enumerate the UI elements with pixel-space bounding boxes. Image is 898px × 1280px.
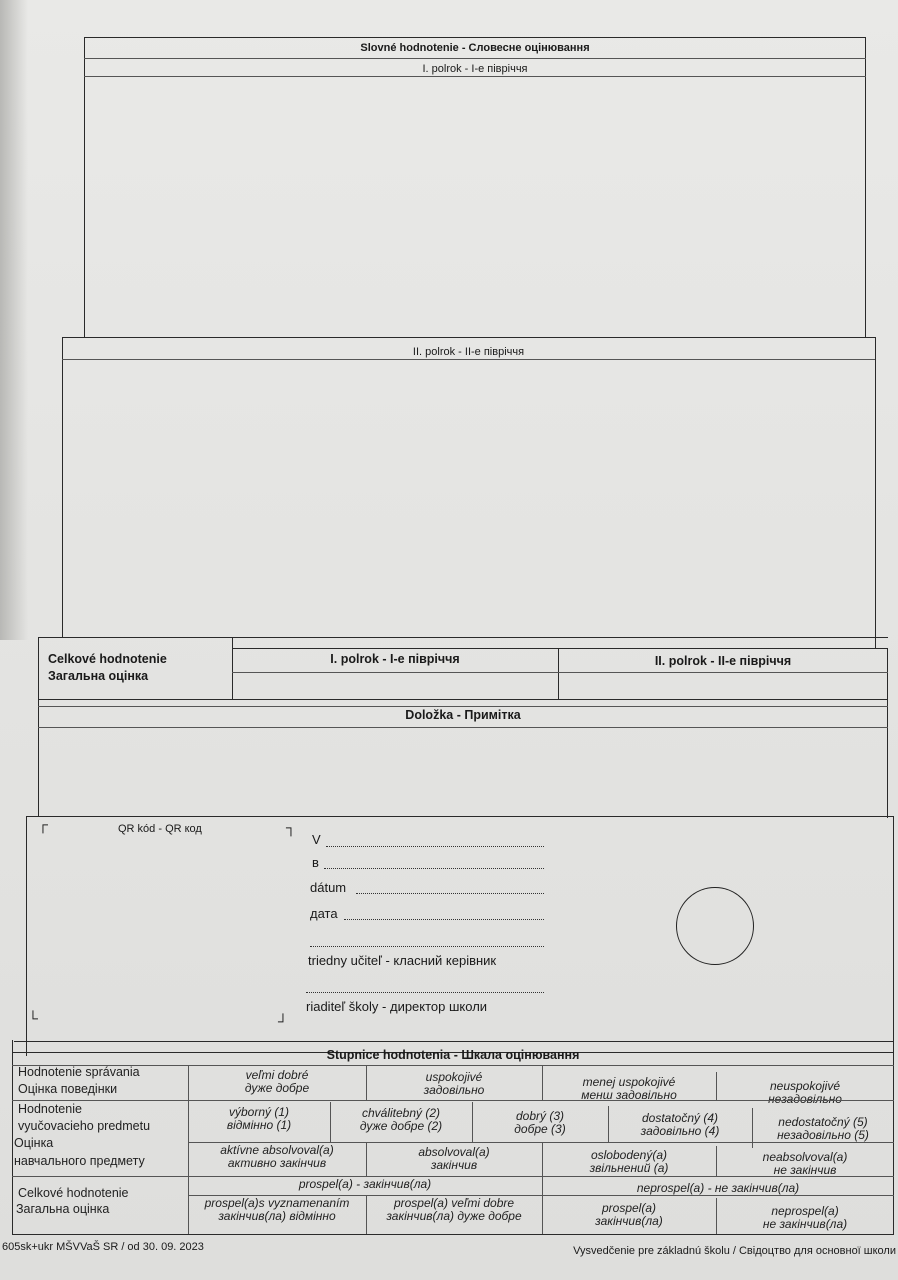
divider (542, 1142, 543, 1176)
divider (716, 1198, 717, 1234)
behavior-grade-4 (718, 1080, 892, 1106)
teacher-signature-line[interactable] (310, 946, 544, 947)
divider (716, 1072, 717, 1100)
place-line-uk[interactable] (324, 868, 544, 869)
divider (38, 727, 888, 728)
divider (542, 1065, 543, 1100)
overall-col2-heading: II. polrok - II-e півріччя (654, 654, 792, 668)
subject-grade-sk: výborný (1) (228, 1105, 290, 1119)
divider (38, 699, 888, 700)
completion-uk: активно закінчив (227, 1156, 327, 1170)
behavior-label-uk: Оцінка поведінки (18, 1082, 118, 1096)
subject-grade-sk: dobrý (3) (515, 1109, 565, 1123)
place-label-sk: V (312, 832, 321, 847)
divider (84, 76, 866, 77)
divider (38, 637, 888, 638)
date-line-uk[interactable] (344, 919, 544, 920)
divider (12, 1100, 894, 1101)
divider (84, 58, 866, 59)
total-grade-1 (188, 1197, 366, 1223)
completion-uk: не закінчив (773, 1163, 837, 1177)
behavior-label-sk: Hodnotenie správania (18, 1065, 140, 1079)
behavior-grade-sk: veľmi dobré (245, 1068, 309, 1082)
total-fail-heading: neprospel(a) - не закінчив(ла) (636, 1181, 800, 1195)
total-grade-sk: neprospel(a) (771, 1204, 839, 1218)
total-grade-sk: prospel(a) veľmi dobre (393, 1196, 515, 1210)
total-grade-sk: prospel(a) (601, 1201, 657, 1215)
frame-top (84, 37, 866, 38)
divider (38, 706, 888, 707)
total-pass-heading: prospel(a) - закінчив(ла) (298, 1177, 432, 1191)
semester2-heading: II. polrok - II-e півріччя (412, 346, 525, 358)
behavior-grade-sk: neuspokojivé (769, 1079, 841, 1093)
behavior-grade-uk: менш задовільно (581, 1088, 677, 1102)
frame-left-upper (84, 37, 85, 337)
subject-grade-1 (190, 1106, 328, 1132)
qr-code-label: QR kód - QR код (118, 823, 202, 835)
subject-grade-uk: незадовільно (5) (777, 1128, 869, 1142)
completion-sk: oslobodený(a) (590, 1148, 668, 1162)
subject-grade-2 (332, 1107, 470, 1133)
divider (366, 1142, 367, 1176)
divider (366, 1195, 367, 1234)
page-edge-shadow (0, 0, 28, 640)
qr-corner-bottom-left: └ (28, 1010, 38, 1026)
note-title: Doložka - Примітка (405, 708, 521, 722)
total-grade-uk: закінчив(ла) дуже добре (386, 1209, 522, 1223)
subject-completion-4 (718, 1151, 892, 1177)
divider (26, 816, 894, 817)
overall-semester1-field[interactable] (234, 674, 556, 697)
completion-uk: закінчив (430, 1158, 478, 1172)
behavior-grade-uk: дуже добре (244, 1081, 310, 1095)
divider (62, 337, 875, 338)
place-line[interactable] (326, 846, 544, 847)
divider (12, 1176, 894, 1177)
subject-grade-4 (610, 1112, 750, 1138)
completion-uk: звільнений (а) (589, 1161, 669, 1175)
completion-sk: aktívne absolvoval(a) (220, 1143, 334, 1157)
total-grade-uk: не закінчив(ла) (762, 1217, 848, 1231)
frame-right-upper (865, 37, 866, 337)
subject-label-uk-1: Оцінка (14, 1136, 54, 1150)
subject-grade-sk: dostatočný (4) (641, 1111, 719, 1125)
frame-left-bottom (26, 816, 27, 1056)
total-label-sk: Celkové hodnotenie (18, 1186, 129, 1200)
subject-label-uk-2: навчального предмету (14, 1154, 145, 1168)
total-grade-2 (368, 1197, 540, 1223)
behavior-grade-3 (544, 1076, 714, 1102)
frame-right-lower (887, 648, 888, 818)
semester1-heading: I. polrok - I-e півріччя (422, 63, 528, 75)
divider (542, 1176, 543, 1234)
date-line[interactable] (356, 893, 544, 894)
divider (472, 1102, 473, 1142)
date-label-sk: dátum (310, 880, 347, 895)
qr-corner-top-right: ┐ (286, 819, 296, 835)
scale-frame-right (893, 1052, 894, 1235)
stamp-circle (676, 887, 754, 965)
overall-col1-heading: I. polrok - I-e півріччя (330, 652, 460, 666)
completion-sk: absolvoval(a) (418, 1145, 490, 1159)
place-label-uk: в (312, 855, 319, 870)
divider (608, 1106, 609, 1142)
subject-grade-sk: chválitebný (2) (361, 1106, 441, 1120)
date-label-uk: дата (310, 906, 338, 921)
frame-left-mid (62, 337, 63, 637)
frame-right-mid (875, 337, 876, 649)
total-grade-sk: prospel(a)s vyznamenaním (204, 1196, 350, 1210)
note-text-area[interactable] (40, 730, 886, 814)
overall-label-uk: Загальна оцінка (48, 669, 149, 683)
divider (232, 637, 233, 699)
divider (14, 1041, 894, 1042)
semester1-text-area[interactable] (86, 78, 864, 334)
frame-right-bottom (893, 816, 894, 1056)
subject-grade-uk: задовільно (4) (640, 1124, 720, 1138)
subject-label-sk-1: Hodnotenie (18, 1102, 82, 1116)
total-grade-uk: закінчив(ла) відмінно (218, 1209, 336, 1223)
total-grade-4 (718, 1205, 892, 1231)
subject-completion-2 (368, 1146, 540, 1172)
total-grade-uk: закінчив(ла) (595, 1214, 663, 1228)
divider (330, 1102, 331, 1142)
subject-completion-3 (544, 1149, 714, 1175)
scale-title: Stupnice hodnotenia - Шкала оцінювання (326, 1048, 580, 1062)
completion-sk: neabsolvoval(a) (762, 1150, 848, 1164)
scale-frame-bottom (12, 1234, 894, 1235)
subject-grade-3 (474, 1110, 606, 1136)
divider (716, 1146, 717, 1176)
section-title: Slovné hodnotenie - Словесне оцінювання (360, 42, 590, 54)
director-signature-line[interactable] (306, 992, 544, 993)
behavior-grade-sk: uspokojivé (425, 1070, 483, 1084)
footer-document-name: Vysvedčenie pre základnú školu / Свідоцтво для основної школи (573, 1245, 896, 1257)
divider (366, 1065, 367, 1100)
qr-corner-top-left: ┌ (38, 816, 48, 832)
divider (232, 672, 888, 673)
subject-label-sk-2: vyučovacieho predmetu (18, 1119, 151, 1133)
subject-grade-uk: дуже добре (2) (359, 1119, 443, 1133)
scale-frame-left (12, 1040, 13, 1235)
subject-completion-1 (190, 1144, 364, 1170)
teacher-label: triedny učiteľ - класний керівник (308, 953, 497, 968)
subject-grade-sk: nedostatočný (5) (778, 1115, 868, 1129)
director-label: riaditeľ školy - директор школи (306, 999, 488, 1014)
subject-grade-5 (754, 1116, 892, 1142)
total-grade-3 (544, 1202, 714, 1228)
divider (62, 359, 875, 360)
overall-semester2-field[interactable] (560, 674, 886, 697)
behavior-grade-sk: menej uspokojivé (582, 1075, 676, 1089)
subject-grade-uk: добре (3) (514, 1122, 566, 1136)
footer-form-code: 605sk+ukr MŠVVaŠ SR / od 30. 09. 2023 (2, 1241, 204, 1253)
subject-grade-uk: відмінно (1) (226, 1118, 292, 1132)
behavior-grade-uk: незадовільно (768, 1092, 842, 1106)
behavior-grade-2 (368, 1071, 540, 1097)
divider (12, 1065, 894, 1066)
behavior-grade-1 (190, 1069, 364, 1095)
qr-corner-bottom-right: ┘ (278, 1013, 288, 1029)
overall-label-sk: Celkové hodnotenie (48, 652, 167, 666)
total-label-uk: Загальна оцінка (16, 1202, 110, 1216)
divider (232, 648, 888, 649)
semester2-text-area[interactable] (64, 362, 872, 634)
behavior-grade-uk: задовільно (423, 1083, 485, 1097)
